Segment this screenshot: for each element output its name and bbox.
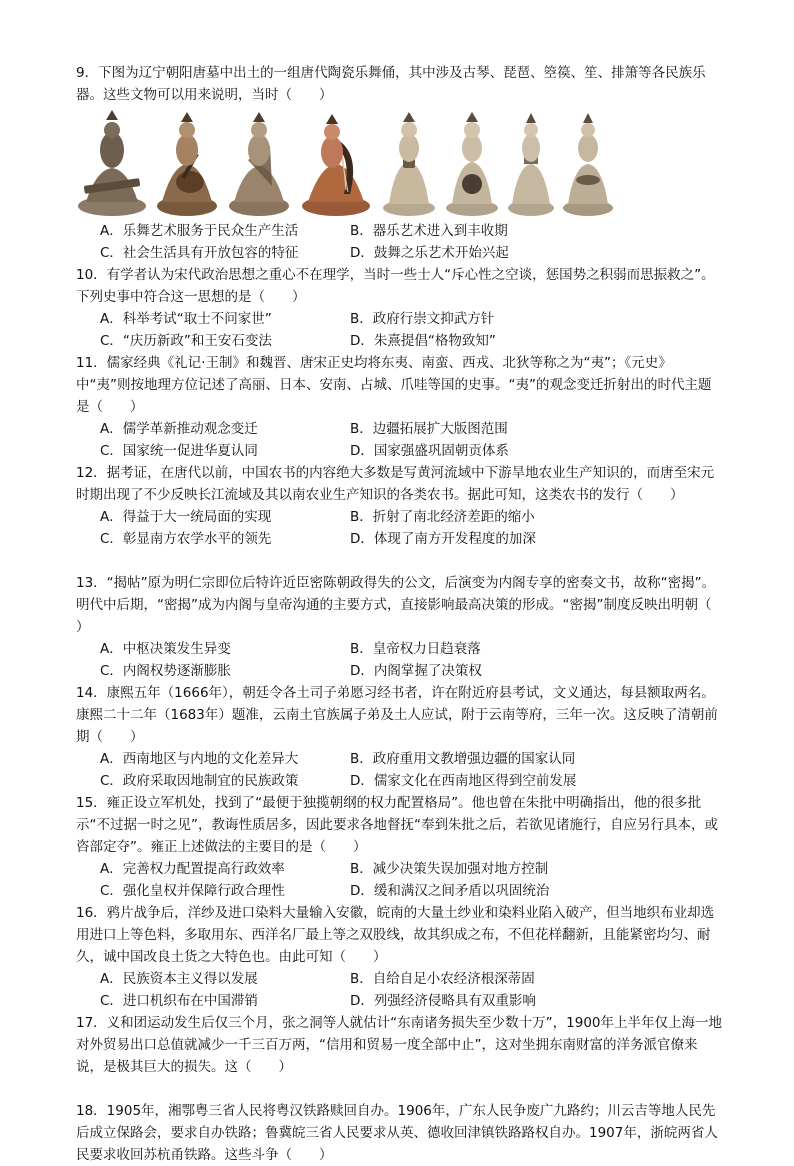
option-c[interactable]: C．进口机织布在中国滞销 — [100, 993, 258, 1009]
option-b[interactable]: B．皇帝权力日趋衰落 — [350, 641, 481, 657]
option-d[interactable]: D．朱熹提倡“格物致知” — [350, 333, 496, 349]
option-a[interactable]: A．西南地区与内地的文化差异大 — [100, 751, 299, 767]
musician-figurine-icon — [154, 110, 220, 218]
option-c[interactable]: C．政府采取因地制宜的民族政策 — [100, 773, 299, 789]
musician-figurine-icon — [76, 110, 148, 218]
option-d[interactable]: D．儒家文化在西南地区得到空前发展 — [350, 773, 577, 789]
option-a[interactable]: A．乐舞艺术服务于民众生产生活 — [100, 223, 299, 239]
musician-figurine-icon — [506, 110, 556, 218]
option-c[interactable]: C．彰显南方农学水平的领先 — [100, 531, 272, 547]
question-stem: 10．有学者认为宋代政治思想之重心不在理学，当时一些士人“斥心性之空谈，惩国势之积弱而思振救之”。下列史事中符合这一思想的是（ ） — [76, 267, 715, 305]
option-d[interactable]: D．体现了南方开发程度的加深 — [350, 531, 536, 547]
option-d[interactable]: D．国家强盛巩固朝贡体系 — [350, 443, 509, 459]
question-12 — [76, 462, 724, 550]
musician-figurine-icon — [561, 110, 615, 218]
option-d[interactable]: D．鼓舞之乐艺术开始兴起 — [350, 245, 509, 261]
option-a[interactable]: A．科举考试“取士不问家世” — [100, 311, 272, 327]
musician-figurine-icon — [298, 110, 374, 218]
option-c[interactable]: C．强化皇权并保障行政合理性 — [100, 883, 285, 899]
option-b[interactable]: B．折射了南北经济差距的缩小 — [350, 509, 535, 525]
option-c[interactable]: C．内阁权势逐渐膨胀 — [100, 663, 231, 679]
question-stem: 9．下图为辽宁朝阳唐墓中出土的一组唐代陶瓷乐舞俑，其中涉及古琴、琵琶、箜篌、笙、排箫等各民族乐器。这些文物可以用来说明，当时（ ） — [76, 65, 706, 103]
question-stem: 13．“揭帖”原为明仁宗即位后特许近臣密陈朝政得失的公文，后演变为内阁专享的密奏文书，故称“密揭”。明代中后期，“密揭”成为内阁与皇帝沟通的主要方式，直接影响最高决策的形成。“密揭”制度反映出明朝（ ） — [76, 575, 739, 635]
option-c[interactable]: C．社会生活具有开放包容的特征 — [100, 245, 299, 261]
musician-figurine-icon — [444, 110, 500, 218]
question-14 — [76, 682, 724, 792]
option-a[interactable]: A．儒学革新推动观念变迁 — [100, 421, 258, 437]
question-16 — [76, 902, 724, 1012]
option-b[interactable]: B．边疆拓展扩大版图范围 — [350, 421, 508, 437]
musician-figurines-photo — [76, 108, 606, 218]
option-b[interactable]: B．政府重用文教增强边疆的国家认同 — [350, 751, 576, 767]
question-15 — [76, 792, 724, 902]
question-stem: 17．义和团运动发生后仅三个月，张之洞等人就估计“东南诸务损失至少数十万”，1900年上半年仅上海一地对外贸易出口总值就减少一千三百万两，“信用和贸易一度全部中止”，这对坐拥东南财富的洋务派官僚来说，是极其巨大的损失。这（ ） — [76, 1015, 723, 1075]
question-11 — [76, 352, 724, 462]
musician-figurine-icon — [381, 110, 437, 218]
question-stem: 15．雍正设立军机处，找到了“最便于独揽朝纲的权力配置格局”。他也曾在朱批中明确指出，他的很多批示“不过据一时之见”，教诲性质居多，因此要求各地督抚“奉到朱批之后，若欲见诸施行，自应另行具本，或咨部定夺”。雍正上述做法的主要目的是（ ） — [76, 795, 718, 855]
option-a[interactable]: A．完善权力配置提高行政效率 — [100, 861, 285, 877]
option-b[interactable]: B．减少决策失误加强对地方控制 — [350, 861, 549, 877]
option-d[interactable]: D．列强经济侵略具有双重影响 — [350, 993, 536, 1009]
option-a[interactable]: A．中枢决策发生异变 — [100, 641, 231, 657]
option-c[interactable]: C．“庆历新政”和王安石变法 — [100, 333, 272, 349]
musician-figurine-icon — [226, 110, 292, 218]
option-b[interactable]: B．自给自足小农经济根深蒂固 — [350, 971, 535, 987]
option-a[interactable]: A．民族资本主义得以发展 — [100, 971, 258, 987]
question-9 — [76, 62, 724, 106]
question-stem: 16．鸦片战争后，洋纱及进口染料大量输入安徽，皖南的大量土纱业和染料业陷入破产，但当地织布业却选用进口上等色料，多取用东、西洋名厂最上等之双股线，故其织成之布，不但花样翻新，且能紧密均匀、耐久，诚中国改良土货之大特色也。由此可知（ ） — [76, 905, 715, 965]
option-d[interactable]: D．缓和满汉之间矛盾以巩固统治 — [350, 883, 550, 899]
question-stem: 18．1905年，湘鄂粤三省人民将粤汉铁路赎回自办。1906年，广东人民争废广九路约；川云吉等地人民先后成立保路会，要求自办铁路；鲁冀皖三省人民要求从英、德收回津镇铁路路权自办。1907年，浙皖两省人民要求收回苏杭甬铁路。这些斗争（ ） — [76, 1103, 718, 1163]
question-18 — [76, 1100, 724, 1166]
option-b[interactable]: B．政府行崇文抑武方针 — [350, 311, 495, 327]
option-c[interactable]: C．国家统一促进华夏认同 — [100, 443, 258, 459]
question-stem: 14．康熙五年（1666年），朝廷令各土司子弟愿习经书者，许在附近府县考试，文义通达，每县额取两名。康熙二十二年（1683年）题准，云南土官族属子弟及土人应试，附于云南等府，三年一次。这反映了清朝前期（ ） — [76, 685, 718, 745]
option-a[interactable]: A．得益于大一统局面的实现 — [100, 509, 272, 525]
option-b[interactable]: B．器乐艺术进入到丰收期 — [350, 223, 508, 239]
question-9-options — [76, 220, 724, 264]
question-stem: 11．儒家经典《礼记·王制》和魏晋、唐宋正史均将东夷、南蛮、西戎、北狄等称之为“夷”；《元史》中“夷”则按地理方位记述了高丽、日本、安南、占城、爪哇等国的史事。“夷”的观念变迁折射出的时代主题是（ ） — [76, 355, 712, 415]
question-10 — [76, 264, 724, 352]
question-stem: 12．据考证，在唐代以前，中国农书的内容绝大多数是写黄河流域中下游旱地农业生产知识的，而唐至宋元时期出现了不少反映长江流域及其以南农业生产知识的各类农书。据此可知，这类农书的发行（ ） — [76, 465, 715, 503]
question-17 — [76, 1012, 724, 1078]
option-d[interactable]: D．内阁掌握了决策权 — [350, 663, 482, 679]
question-13 — [76, 572, 739, 682]
